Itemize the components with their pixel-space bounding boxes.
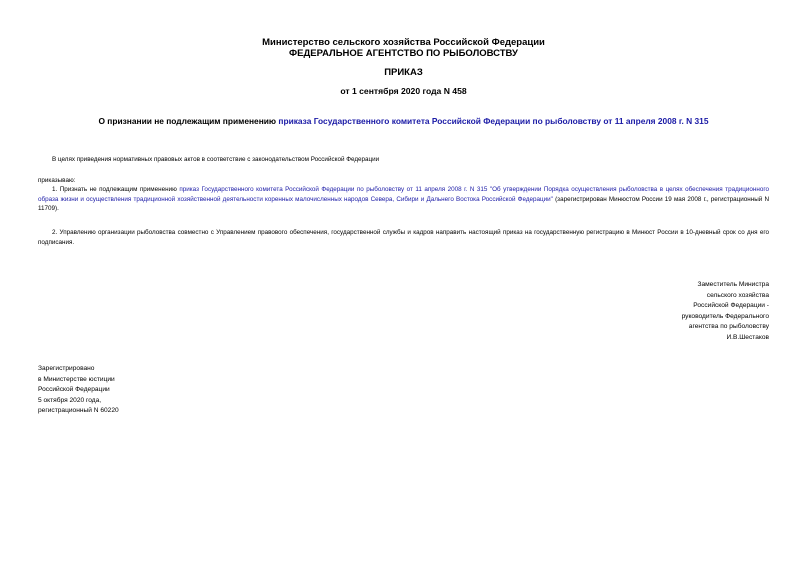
signature-line: руководитель Федерального	[681, 312, 769, 320]
signer-name: И.В.Шестаков	[726, 333, 769, 341]
registration-line: Зарегистрировано	[38, 365, 95, 372]
item-1-paragraph	[38, 185, 769, 214]
ministry-heading: Министерство сельского хозяйства Российской Федерации	[262, 37, 545, 48]
item-1-prefix: 1. Признать не подлежащим применению	[52, 186, 180, 193]
registration-date: 5 октября 2020 года,	[38, 396, 102, 404]
item-1-order-link[interactable]: приказ Государственного комитета Российской Федерации по рыболовству от 11 апреля 2008 г. N 315	[179, 186, 488, 193]
registration-line: в Министерстве юстиции	[38, 375, 115, 383]
doc-type-heading: ПРИКАЗ	[384, 67, 423, 78]
signature-line: Российской Федерации -	[693, 302, 769, 310]
registration-number: регистрационный N 60220	[38, 407, 119, 415]
intro-paragraph: В целях приведения нормативных правовых актов в соответствие с законодательством Российской Федерации	[52, 156, 380, 163]
agency-heading: ФЕДЕРАЛЬНОЕ АГЕНТСТВО ПО РЫБОЛОВСТВУ	[289, 48, 518, 59]
item-2-paragraph: 2. Управлению организации рыболовства совместно с Управлением правового обеспечения, государственной службы и кадров направить настоящий приказ на государственную регистрацию в Минюст России в 10-дневный срок со дня его подписания.	[38, 229, 769, 246]
signature-line: агентства по рыболовству	[688, 323, 769, 331]
date-number-heading: от 1 сентября 2020 года N 458	[340, 86, 467, 96]
title-link[interactable]: приказа Государственного комитета Российской Федерации по рыболовству от 11 апреля 2008 г. N 315	[278, 116, 709, 126]
item-1-title-link[interactable]: "Об утверждении Порядка осуществления рыболовства в целях обеспечения традиционного образа жизни и осуществления традиционной хозяйственной деятельности коренных малочисленных народов Севера, Сибири и Дальнего Востока Российской Федерации"	[38, 186, 770, 203]
signature-block	[569, 280, 769, 344]
registration-block	[38, 364, 238, 417]
signature-line: сельского хозяйства	[706, 291, 769, 299]
item-1-suffix: (зарегистрирован Минюстом России 19 мая 2008 г., регистрационный N 11709).	[38, 195, 769, 213]
orders-word: приказываю:	[38, 177, 76, 184]
signature-line: Заместитель Министра	[697, 281, 769, 288]
title-prefix: О признании не подлежащим применению	[98, 116, 279, 126]
document-title	[0, 116, 807, 126]
registration-line: Российской Федерации	[38, 386, 110, 394]
